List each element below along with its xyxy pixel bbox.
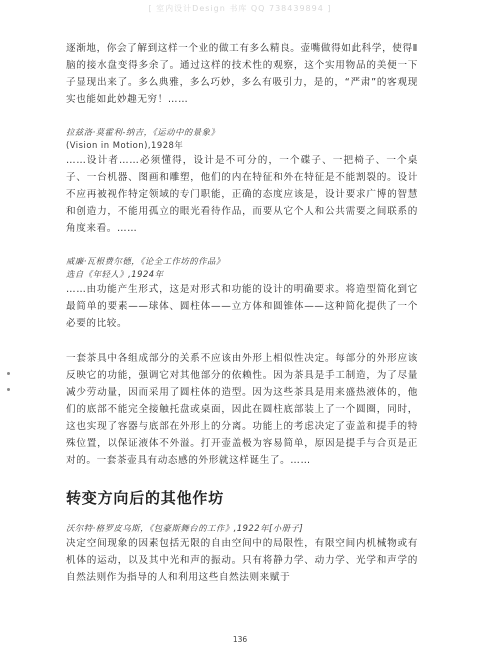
margin-mark [7,372,10,375]
page-body [66,40,418,586]
source-citation-moholy-nagy: 拉兹洛·莫霍利-纳吉，《运动中的景象》 [66,127,220,137]
section-heading: 转变方向后的其他作坊 [66,489,225,507]
margin-mark [7,388,10,391]
source-citation-gropius: 沃尔特·格罗皮乌斯，《包豪斯舞台的工作》,1922年[小册子] [66,523,304,533]
paragraph-space-phenomena: 决定空间现象的因素包括无限的自由空间中的局限性，有限空间内机械物或有机体的运动，以及其中光和声的振动。只有将静力学、动力学、光学和声学的自然法则作为指导的人和利用这些自然法则来赋于 [66,538,418,583]
source-citation-wagenfeld-publication: 选自《年轻人》,1924年 [66,269,164,279]
paragraph-form-from-function: ……由功能产生形式，这是对形式和功能的设计的明确要求。将造型简化到它最简单的要素——球体、圆柱体——立方体和圆锥体——这种简化提供了一个必要的比较。 [66,284,418,329]
source-citation-wagenfeld: 威廉·瓦根费尔德，《论全工作坊的作品》 [66,256,225,266]
paragraph-teapot-observation: 逐渐地，你会了解到这样一个业的做工有多么精良。壶嘴做得如此科学，使得Ⅱ脑的接水盘变得多余了。通过这样的技术性的观察，这个实用物品的美便一下子显现出来了。多么典雅，多么巧妙，多么有吸引力，是的，“严肃”的客观现实也能如此妙趣无穷！…… [66,43,418,105]
source-citation-moholy-nagy-title: (Vision in Motion),1928年 [66,140,184,150]
paragraph-design-indivisible: ……设计者……必须懂得，设计是不可分的，一个碟子、一把椅子、一个桌子、一台机器、图画和雕塑，他们的内在特征和外在特征是不能割裂的。设计不应再被视作特定领域的专门职能，正确的态度应该是，设计要求广博的智慧和创造力，不能用孤立的眼光看待作品，而要从它个人和公共需要之间联系的角度来看。…… [66,155,418,234]
paragraph-tea-set: 一套茶具中各组成部分的关系不应该由外形上相似性决定。每部分的外形应该反映它的功能，强调它对其他部分的依赖性。因为茶具是手工制造，为了尽量减少劳动量，因而采用了圆柱体的造型。因为这些茶具是用来盛热液体的，他们的底部不能完全接触托盘或桌面，因此在圆柱底部装上了一个圆圈，同时，这也实现了容器与底部在外形上的分离。功能上的考虑决定了壶盖和提手的特殊位置，以保证液体不外溢。打开壶盖极为容易简单，原因是提手与合页是正对的。一套茶壶具有动态感的外形就这样诞生了。…… [66,353,418,466]
page-number: 136 [232,635,248,644]
watermark-text: [ 室内设计Design 书库 QQ 738439894 ] [148,4,332,13]
